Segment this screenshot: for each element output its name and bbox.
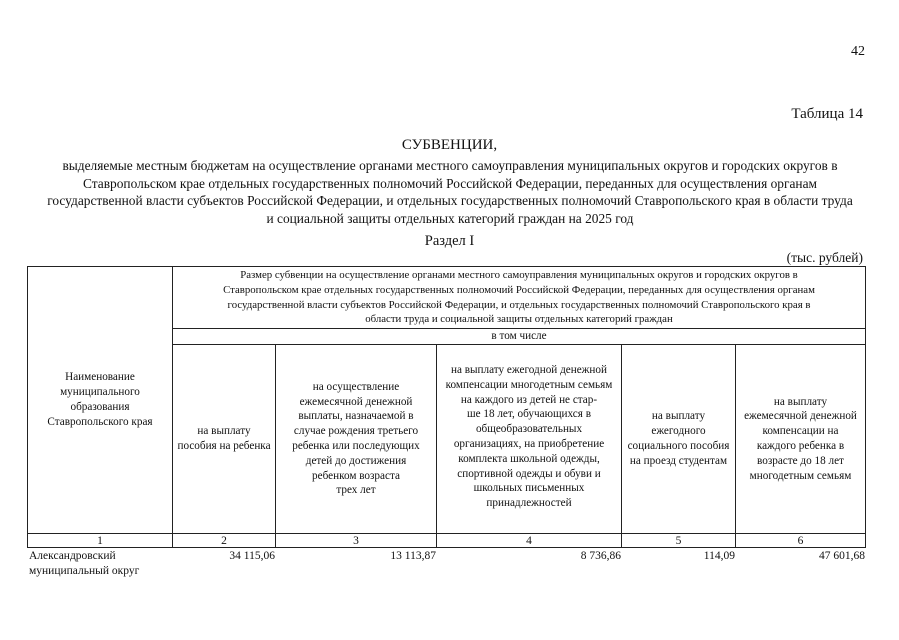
header-line: Ставропольского края <box>47 415 153 428</box>
header-line: выплаты, назначаемой в <box>298 410 414 423</box>
header-line: на выплату <box>197 425 251 438</box>
header-line: на выплату <box>651 410 706 423</box>
column-number: 3 <box>275 533 437 548</box>
header-subsidy-size <box>172 266 866 329</box>
header-col-child-benefit <box>172 344 276 534</box>
header-line: случае рождения третьего <box>293 425 419 438</box>
header-line: школьных письменных <box>473 482 585 495</box>
header-line: детей до достижения <box>305 454 407 467</box>
header-line: принадлежностей <box>486 497 572 510</box>
header-including: в том числе <box>172 328 866 345</box>
header-line: компенсации многодетным семьям <box>445 378 613 391</box>
header-line: трех лет <box>336 484 376 497</box>
municipality-name-line: муниципальный округ <box>29 565 140 577</box>
header-line: ежегодного <box>651 425 706 438</box>
header-line: государственной власти субъектов Российской Федерации, и отдельных государственных полномочий Ставропольского края в <box>227 298 811 311</box>
header-line: организациях, на приобретение <box>453 437 605 450</box>
header-line: области труда и социальной защиты отдельных категорий граждан <box>365 313 673 326</box>
header-col-large-family-compensation <box>735 344 866 534</box>
header-line: пособия на ребенка <box>177 440 271 452</box>
header-line: комплекта школьной одежды, <box>458 452 600 465</box>
header-line: спортивной одежды и обуви и <box>457 467 601 480</box>
column-number: 2 <box>172 533 276 548</box>
column-number: 4 <box>436 533 622 548</box>
table-row <box>27 549 866 585</box>
header-line: ежемесячной денежной <box>744 410 857 423</box>
header-line: ше 18 лет, обучающихся в <box>466 408 592 421</box>
units-label: (тыс. рублей) <box>786 250 863 265</box>
document-subtitle <box>20 157 880 227</box>
value-third-child-payment: 13 113,87 <box>390 550 436 562</box>
value-large-family-compensation: 47 601,68 <box>819 550 865 562</box>
header-col-student-travel-allowance <box>621 344 736 534</box>
header-line: многодетным семьям <box>749 469 852 482</box>
header-line: Ставропольском крае отдельных государственных полномочий Российской Федерации, переданных для осуществления органам <box>223 283 815 296</box>
value-school-uniform-compensation: 8 736,86 <box>580 550 621 562</box>
header-line: образования <box>70 401 130 413</box>
header-line: ежемесячной денежной <box>299 395 413 408</box>
header-line: общеобразовательных <box>475 423 583 436</box>
header-line: ребенком возраста <box>312 469 400 482</box>
column-number: 1 <box>27 533 173 548</box>
header-line: каждого ребенка в <box>756 440 845 452</box>
header-col-third-child-payment <box>275 344 437 534</box>
header-line: на выплату ежегодной денежной <box>451 364 607 376</box>
value-student-travel-allowance: 114,09 <box>703 550 735 562</box>
column-number: 5 <box>621 533 736 548</box>
document-title: СУБВЕНЦИИ, <box>401 137 498 153</box>
column-number: 6 <box>735 533 866 548</box>
section-label: Раздел I <box>424 233 475 249</box>
header-line: на проезд студентам <box>629 454 728 467</box>
subtitle-line: Ставропольском крае отдельных государственных полномочий Российской Федерации, переданных для осуществления органам <box>82 175 817 191</box>
municipality-name <box>29 549 169 579</box>
header-line: на выплату <box>773 395 828 408</box>
header-line: ребенка или последующих <box>292 440 420 452</box>
subtitle-line: выделяемые местным бюджетам на осуществление органами местного самоуправления муниципальных округов и городских округов в <box>62 158 838 173</box>
subsidy-table-header <box>27 266 866 548</box>
header-line: муниципального <box>60 386 140 399</box>
value-child-benefit: 34 115,06 <box>229 550 275 562</box>
table-label: Таблица 14 <box>791 106 863 122</box>
header-line: на каждого из детей не стар- <box>460 393 598 406</box>
subtitle-line: и социальной защиты отдельных категорий граждан на 2025 год <box>266 210 634 226</box>
header-col-school-uniform-compensation <box>436 344 622 534</box>
subtitle-line: государственной власти субъектов Российской Федерации, и отдельных государственных полномочий Ставропольского края в области труда <box>47 193 853 208</box>
header-line: возрасте до 18 лет <box>757 454 844 467</box>
municipality-name-line: Александровский <box>29 550 116 562</box>
page-number: 42 <box>851 44 865 59</box>
header-line: социального пособия <box>627 440 730 452</box>
header-line: компенсации на <box>762 425 839 438</box>
header-line: Размер субвенции на осуществление органами местного самоуправления муниципальных округов и городских округов в <box>240 268 798 281</box>
header-line: Наименование <box>65 371 135 384</box>
header-line: на осуществление <box>312 380 400 393</box>
header-municipality <box>27 266 173 534</box>
